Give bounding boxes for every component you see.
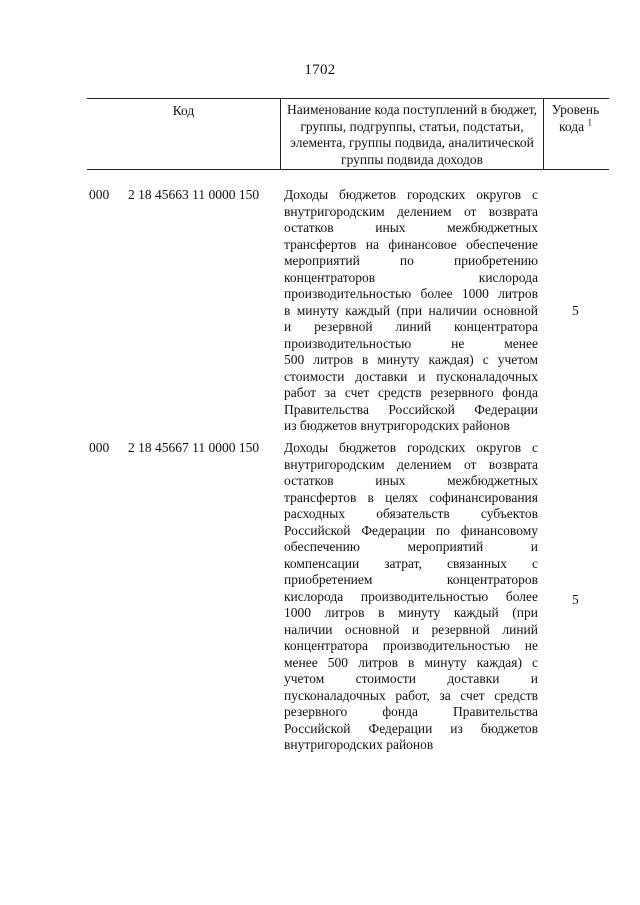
description-line: наличии основной и резервной линий (284, 621, 538, 637)
description-line: компенсации затрат, связанных с (284, 555, 538, 571)
row-level: 5 (572, 592, 579, 607)
description-line: концентраторов кислорода (284, 269, 538, 285)
header-level (542, 99, 609, 169)
row-level: 5 (572, 303, 579, 318)
description-line: менее 500 литров в минуту каждая) с (284, 654, 538, 670)
description-line: Российской Федерации из бюджетов (284, 720, 538, 736)
description-line: обеспечению мероприятий и (284, 539, 538, 554)
description-line: пусконаладочных работ, за счет средств (284, 687, 538, 703)
description-line: мероприятий по приобретению (284, 253, 538, 268)
row-code: 2 18 45667 11 0000 150 (128, 440, 260, 455)
description-line: учетом стоимости доставки и (284, 671, 538, 686)
description-line: производительностью не менее (284, 335, 538, 351)
footnote-marker: 1 (587, 117, 592, 127)
description-line: остатков иных межбюджетных (284, 220, 538, 235)
description-line: Доходы бюджетов городских округов с (284, 187, 538, 202)
header-code: Код (172, 103, 195, 118)
page-number: 1702 (304, 62, 336, 78)
header-level-line1: Уровень (551, 102, 600, 117)
description-line: концентратора производительностью не (284, 638, 538, 653)
description-line: остатков иных межбюджетных (284, 473, 538, 488)
description-line: трансфертов на финансовое обеспечение (284, 236, 538, 252)
row-code: 2 18 45663 11 0000 150 (128, 187, 260, 202)
description-line: и резервной линий концентратора (284, 319, 538, 334)
description-line: трансфертов в целях софинансирования (284, 489, 538, 505)
description-line: производительностью более 1000 литров (284, 286, 538, 301)
description-line: Правительства Российской Федерации (284, 401, 538, 417)
description-line: работ за счет средств резервного фонда (284, 385, 538, 400)
row-description (284, 440, 538, 754)
description-line: 500 литров в минуту каждая) с учетом (284, 352, 538, 367)
description-line: стоимости доставки и пусконаладочных (284, 368, 538, 384)
description-line: 1000 литров в минуту каждый (при (284, 605, 538, 620)
description-line: из бюджетов внутригородских районов (284, 418, 510, 433)
row-prefix: 000 (89, 187, 110, 202)
header-level-line2 (542, 119, 609, 136)
row-description (284, 187, 538, 435)
table-header (87, 98, 609, 170)
description-line: в минуту каждый (при наличии основной (284, 302, 538, 318)
header-name: Наименование кода поступлений в бюджет, группы, подгруппы, статьи, подстатьи, элемента, группы подвида, аналитической группы подвида доходов (280, 99, 544, 169)
description-line: приобретением концентраторов (284, 572, 538, 587)
description-line: внутригородским делением от возврата (284, 203, 538, 219)
description-line: внутригородских районов (284, 737, 434, 752)
row-prefix: 000 (89, 440, 110, 455)
description-line: Российской Федерации по финансовому (284, 522, 538, 538)
description-line: резервного фонда Правительства (284, 704, 538, 719)
description-line: Доходы бюджетов городских округов с (284, 440, 538, 455)
description-line: расходных обязательств субъектов (284, 506, 538, 521)
description-line: внутригородским делением от возврата (284, 456, 538, 472)
header-level-text: кода (559, 118, 585, 134)
description-line: кислорода производительностью более (284, 588, 538, 604)
